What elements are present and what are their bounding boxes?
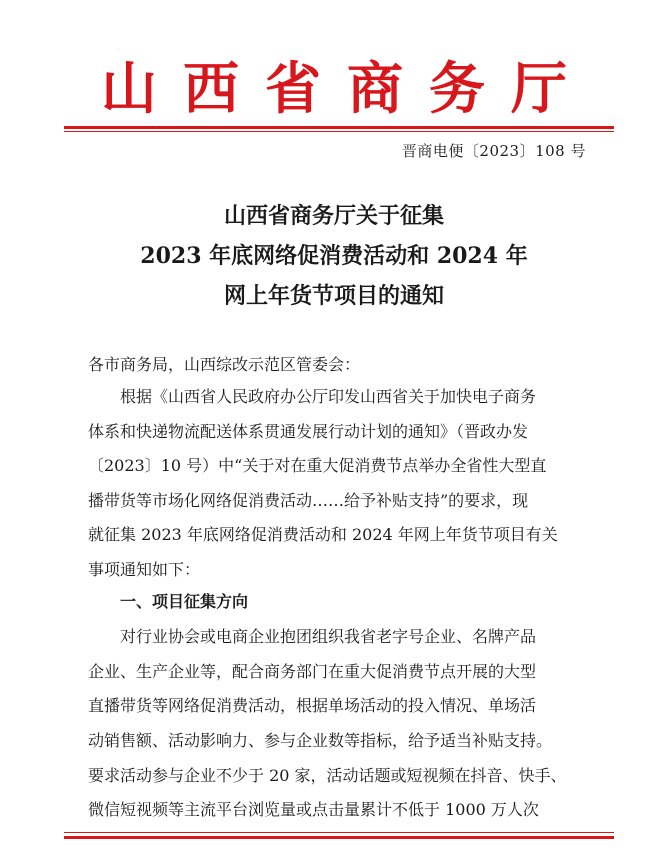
para2-line: 动销售额、活动影响力、参与企业数等指标，给予适当补贴支持。: [88, 731, 553, 750]
para2-line: 要求活动参与企业不少于 20 家，活动话题或短视频在抖音、快手、: [88, 766, 567, 785]
document-number: 晋商电便〔2023〕108 号: [401, 142, 586, 160]
para1-line: 根据《山西省人民政府办公厅印发山西省关于加快电子商务: [120, 387, 537, 406]
footer-rule-thick: [64, 836, 614, 839]
para1-line: 体系和快递物流配送体系贯通发展行动计划的通知》（晋政办发: [88, 422, 529, 441]
para1-line: 就征集 2023 年底网络促消费活动和 2024 年网上年货节项目有关: [88, 525, 558, 544]
para2-line: 微信短视频等主流平台浏览量或点击量累计不低于 1000 万人次: [88, 800, 539, 819]
para2-line: 对行业协会或电商企业抱团组织我省老字号企业、名牌产品: [120, 627, 537, 646]
section-heading: 一、项目征集方向: [120, 592, 249, 611]
masthead: 山西省商务厅: [101, 56, 593, 122]
title-line-2: 2023 年底网络促消费活动和 2024 年: [140, 243, 528, 269]
title-line-1: 山西省商务厅关于征集: [223, 203, 444, 229]
title-line-3: 网上年货节项目的通知: [223, 283, 444, 309]
para1-line: 事项通知如下：: [88, 560, 201, 579]
header-rule-thin: [64, 131, 614, 132]
para1-line: 〔2023〕10 号）中“关于对在重大促消费节点举办全省性大型直: [88, 456, 547, 475]
para2-line: 直播带货等网络促消费活动，根据单场活动的投入情况、单场活: [88, 696, 537, 715]
header-rule-thick: [64, 126, 614, 129]
footer-rule-thin: [64, 832, 614, 833]
salutation: 各市商务局，山西综改示范区管委会：: [88, 355, 361, 374]
para2-line: 企业、生产企业等，配合商务部门在重大促消费节点开展的大型: [88, 662, 537, 681]
para1-line: 播带货等市场化网络促消费活动……给予补贴支持”的要求，现: [88, 491, 529, 510]
